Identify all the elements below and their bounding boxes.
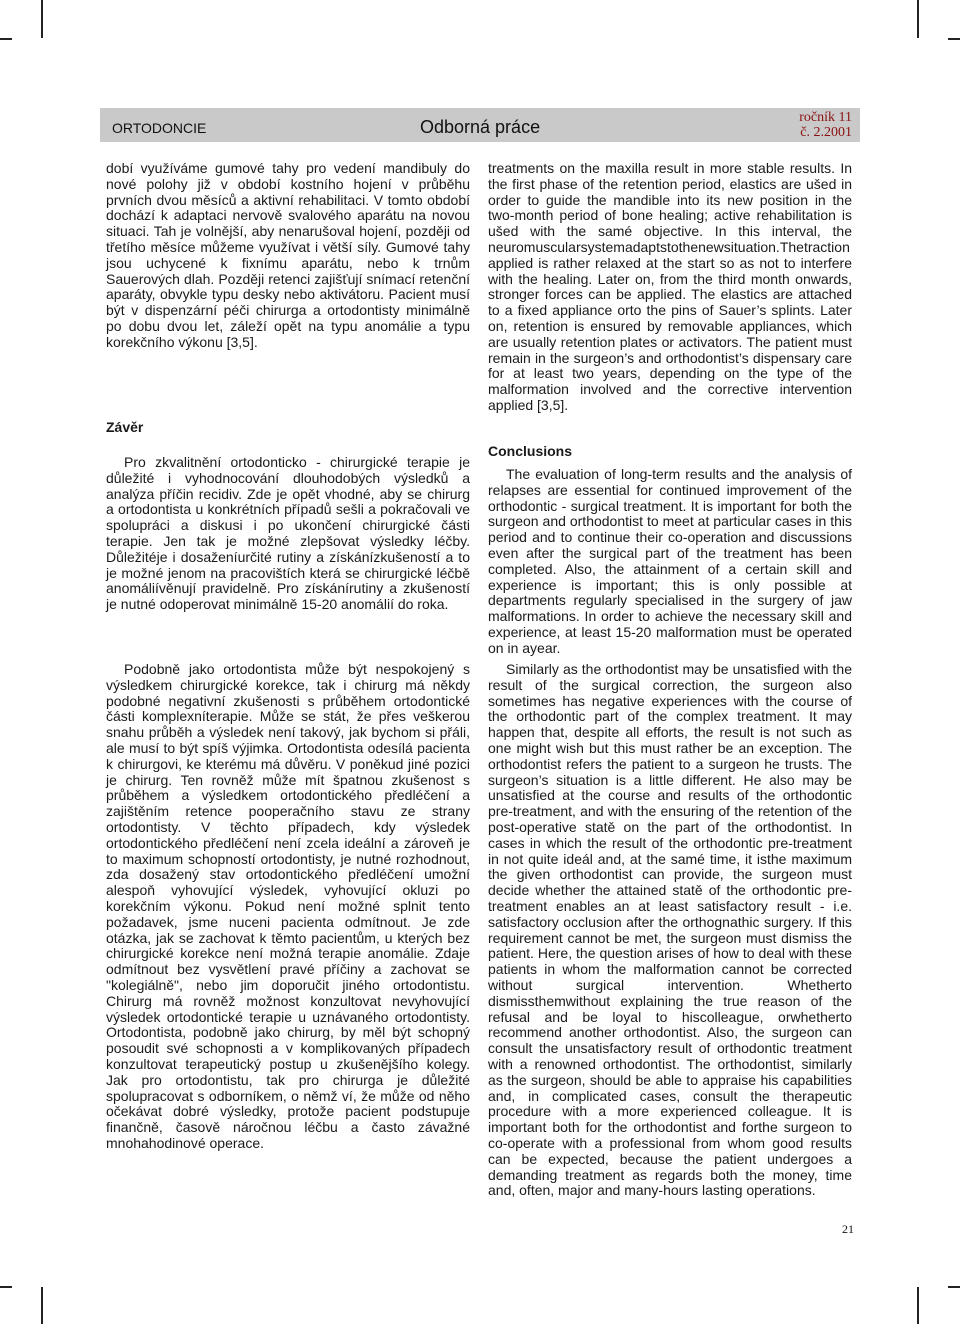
right-conclusion-body-2 [488,662,852,1199]
intro-paragraph-en: treatments on the maxilla result in more stable results. In the first phase of the retention period, elastics are ušed in order to guide the mandible into its new position in the two-month period of bone healing; active rehabilitation is ušed with the samé objective. In this interval, the neuromuscularsystemadaptstothenewsituation.Thetraction applied is rather relaxed at the start so as not to interfere with the healing. Later on, from the third month onwards, stronger forces can be applied. The elastics are attached to a fixed appliance orto the pins of Sauer’s splints. Later on, retention is ensured by removable appliances, which are usually retention plates or activators. The patient must remain in the surgeon’s and orthodontist’s dispensary care for at least two years, depending on the type of the malformation involved and the corrective intervention applied [3,5]. [488,160,852,413]
crop-mark [0,1286,12,1288]
page-header [100,108,860,142]
crop-mark [917,1287,919,1324]
left-conclusion-body-2 [106,662,470,1152]
section-heading-conclusions: Conclusions [488,443,573,459]
section-label: ORTODONCIE [112,120,207,136]
conclusion-paragraph-2: Podobně jako ortodontista může být nespokojený s výsledkem chirurgické korekce, tak i chirurg má někdy podobné negativní zkušenosti s průběhem ortodontické části komplexníterapie. Může se stát, že přes veškerou snahu průběh a výsledek není takový, jak bychom si přáli, ale musí to být spíš výjimka. Ortodontista odesílá pacienta k chirurgovi, ke kterému má důvěru. V poněkud jiné pozici je chirurg. Ten rovněž může mít špatnou zkušenost s průběhem a výsledkem ortodontického předléčení a zajištěním retence pooperačního stavu ze strany ortodontisty. V těchto případech, kdy výsledek ortodontického předléčení není zcela ideální a zároveň je to maximum schopností ortodontisty, je nutné rozhodnout, zda dosažený stav ortodontického předléčení umožní alespoň vyhovující výsledek, vyhovující okluzi po korekčním výkonu. Pokud není možné splnit tento požadavek, jsme nuceni pacienta odmítnout. Je zde otázka, jak se zachovat k těmto pacientům, u kterých bez chirurgické korekce není možná terapie anomálie. Zdaje odmítnout bez vysvětlení pravé příčiny a zachovat se "kolegiálně", nebo jim doporučit jiného ortodontistu. Chirurg má rovněž možnost konzultovat nevyhovující výsledek ortodontické terapie u uznávaného ortodontisty. Ortodontista, podobně jako chirurg, by měl být schopný posoudit své schopnosti a v komplikovaných případech konzultovat terapeutický postup u zkušenějšího kolegy. Jak pro ortodontistu, tak pro chirurga je důležité spolupracovat s odborníkem, o němž ví, že může od něho očekávat dobré výsledky, protože pacient podstupuje finančně, časově náročnou léčbu a často závažné mnohahodinové operace. [106,661,470,1151]
page-number: 21 [842,1222,854,1236]
conclusions-paragraph-1: The evaluation of long-term results and the analysis of relapses are essential for continued improvement of the orthodontic - surgical treatment. It is important for both the surgeon and orthodontist to meet at particular cases in this period and to continue their co-operation and discussions even after the surgical part of the treatment has been completed. Also, the attainment of a certain skill and experience is important; this is only possible at departments regularly specialised in the surgery of jaw malformations. In order to achieve the necessary skill and experience, at least 15-20 malformation must be operated on in ayear. [488,466,852,656]
crop-mark [41,0,43,38]
crop-mark [917,0,919,38]
right-column [488,161,852,414]
crop-mark [948,1286,960,1288]
crop-mark [0,38,12,40]
volume-label: ročník 11 [799,110,852,125]
right-conclusion-body [488,467,852,657]
section-heading-zaver: Závěr [106,419,144,435]
conclusions-paragraph-2: Similarly as the orthodontist may be unsatisfied with the result of the surgical correction, the surgeon also sometimes has negative experiences with the course of the orthodontic part of the complex treatment. It may happen that, despite all efforts, the result is not such as one might wish but this must rather be an exception. The orthodontist refers the patient to a surgeon he trusts. The surgeon’s situation is a little different. He also may be unsatisfied at the course and results of the orthodontic pre-treatment, and with the ensuring of the retention of the post-operative statě on the part of the orthodontist. In cases in which the result of the orthodontic pre-treatment in not quite ideál and, at the samé time, it isthe maximum the given orthodontist can provide, the surgeon must decide whether the attained statě of the orthodontic pre-treatment enables an at least satisfactory result - i.e. satisfactory occlusion after the orthognathic surgery. If this requirement cannot be met, the surgeon must dismiss the patient. Here, the question arises of how to deal with these patients in whom the malformation cannot be corrected without surgical intervention. Whetherto dismissthemwithout explaining the true reason of the refusal and be loyal to hiscolleague, orwhetherto recommend another orthodontist. Also, the surgeon can consult the unsatisfactory result of orthodontic treatment with a renowned orthodontist. The orthodontist, similarly as the surgeon, should be able to appraise his capabilities and, in complicated cases, consult the therapeutic procedure with a more experienced colleague. It is important both for the orthodontist and forthe surgeon to co-operate with a professional from whom good results can be expected, because the patient undergoes a demanding treatment as regards both the money, time and, often, major and many-hours lasting operations. [488,661,852,1199]
crop-mark [41,1287,43,1324]
left-column [106,161,470,351]
journal-section-title: Odborná práce [420,117,541,137]
issue-info [799,110,852,140]
issue-label: č. 2.2001 [800,125,852,140]
crop-mark [948,38,960,40]
right-conclusion [488,444,852,460]
conclusion-paragraph-1: Pro zkvalitnění ortodonticko - chirurgické terapie je důležité i vyhodnocování dlouhodobých výsledků a analýza příčin recidiv. Zde je opět vhodné, aby se chirurg a ortodontista u konkrétních případů sešli a pokračovali ve spolupráci a diskusi i po ukončení chirurgické části terapie. Jen tak je možné zlepšovat výsledky léčby. Důležitéje i dosaženíurčité rutiny a získánízkušeností a to je možné jenom na pracovištích která se chirurgické léčbě anomáliívěnují pravidelně. Pro získánírutiny a zkušeností je nutné odoperovat minimálně 15-20 anomálií do roka. [106,454,470,613]
left-conclusion [106,420,470,436]
intro-paragraph: dobí využíváme gumové tahy pro vedení mandibuly do nové polohy již v období kostního hojení v průběhu prvních dvou měsíců a aktivní rehabilitaci. V tomto období dochází k adaptaci nervově svalového aparátu na novou situaci. Tah je volnější, aby nenarušoval hojení, později od třetího měsíce můžeme využívat i větší síly. Gumové tahy jsou uchycené k fixnímu aparátu, nebo k trnům Sauerových dlah. Později retenci zajišťují snímací retenční aparáty, obvykle typu desky nebo aktivátoru. Pacient musí být v dispenzární péči chirurga a ortodontisty minimálně po dobu dvou let, záleží opět na typu anomálie a typu korekčního výkonu [3,5]. [106,160,470,350]
left-conclusion-body [106,455,470,613]
